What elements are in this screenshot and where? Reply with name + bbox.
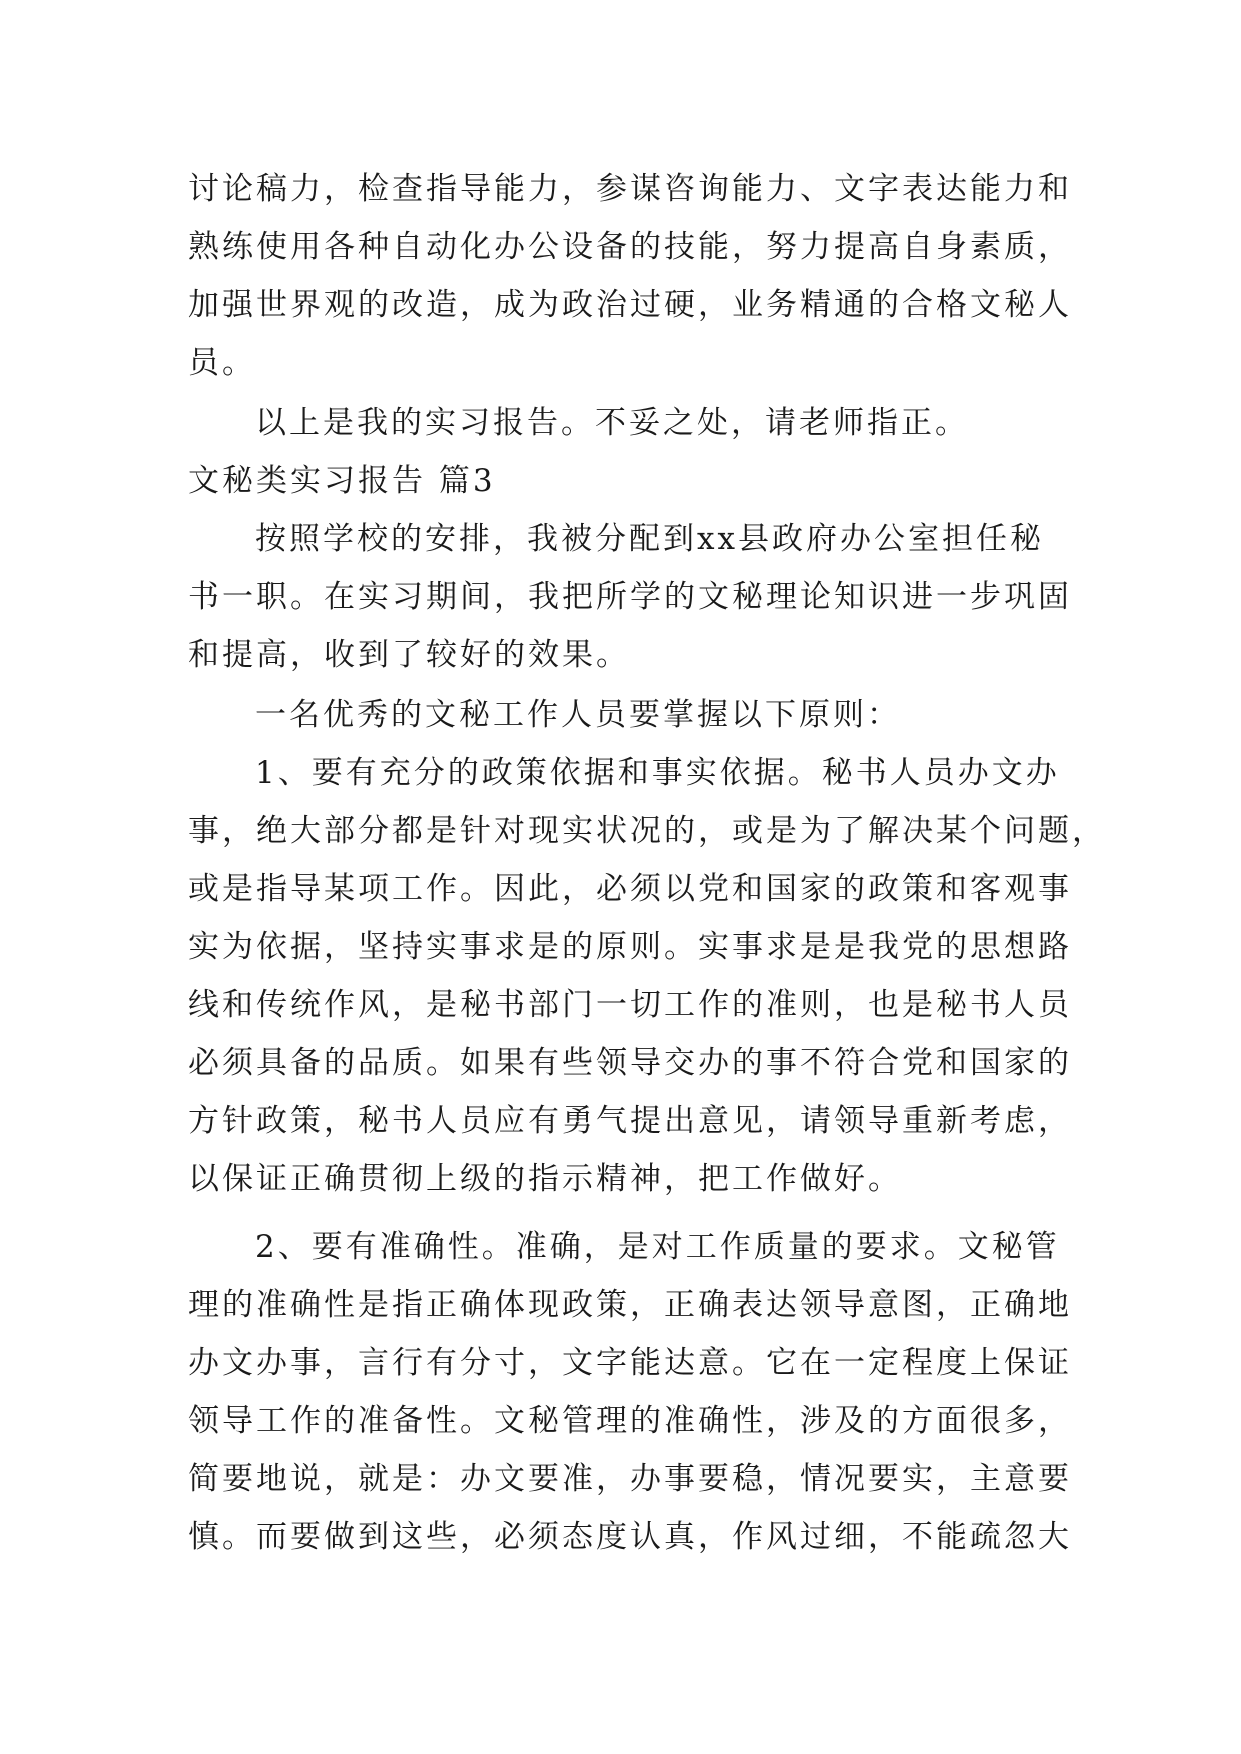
text-line: 加强世界观的改造，成为政治过硬，业务精通的合格文秘人 — [188, 287, 1072, 323]
section-heading: 文秘类实习报告 篇3 — [188, 463, 496, 499]
text-line: 领导工作的准备性。文秘管理的准确性，涉及的方面很多， — [188, 1403, 1072, 1439]
list-item-1: 1、要有充分的政策依据和事实依据。秘书人员办文办 — [255, 755, 1060, 791]
text-line: 书一职。在实习期间，我把所学的文秘理论知识进一步巩固 — [188, 579, 1072, 615]
text-line: 和提高，收到了较好的效果。 — [188, 637, 630, 673]
text-line: 方针政策，秘书人员应有勇气提出意见，请领导重新考虑， — [188, 1103, 1072, 1139]
text-line: 必须具备的品质。如果有些领导交办的事不符合党和国家的 — [188, 1045, 1072, 1081]
text-line: 线和传统作风，是秘书部门一切工作的准则，也是秘书人员 — [188, 987, 1072, 1023]
text-line: 以保证正确贯彻上级的指示精神，把工作做好。 — [188, 1161, 902, 1197]
document-body — [188, 160, 1106, 1566]
paragraph-start: 一名优秀的文秘工作人员要掌握以下原则： — [255, 697, 901, 733]
paragraph-start: 按照学校的安排，我被分配到xx县政府办公室担任秘 — [255, 521, 1044, 557]
text-line: 事，绝大部分都是针对现实状况的，或是为了解决某个问题， — [188, 813, 1106, 849]
text-line: 简要地说，就是：办文要准，办事要稳，情况要实，主意要 — [188, 1461, 1072, 1497]
text-line: 办文办事，言行有分寸，文字能达意。它在一定程度上保证 — [188, 1345, 1072, 1381]
text-line: 员。 — [188, 345, 256, 381]
text-line: 实为依据，坚持实事求是的原则。实事求是是我党的思想路 — [188, 929, 1072, 965]
text-line: 慎。而要做到这些，必须态度认真，作风过细，不能疏忽大 — [188, 1519, 1072, 1555]
text-line: 理的准确性是指正确体现政策，正确表达领导意图，正确地 — [188, 1287, 1072, 1323]
text-line: 熟练使用各种自动化办公设备的技能，努力提高自身素质， — [188, 229, 1072, 265]
text-line: 或是指导某项工作。因此，必须以党和国家的政策和客观事 — [188, 871, 1072, 907]
closing-paragraph: 以上是我的实习报告。不妥之处，请老师指正。 — [255, 405, 969, 441]
list-item-2: 2、要有准确性。准确，是对工作质量的要求。文秘管 — [255, 1229, 1060, 1265]
text-line: 讨论稿力，检查指导能力，参谋咨询能力、文字表达能力和 — [188, 171, 1072, 207]
